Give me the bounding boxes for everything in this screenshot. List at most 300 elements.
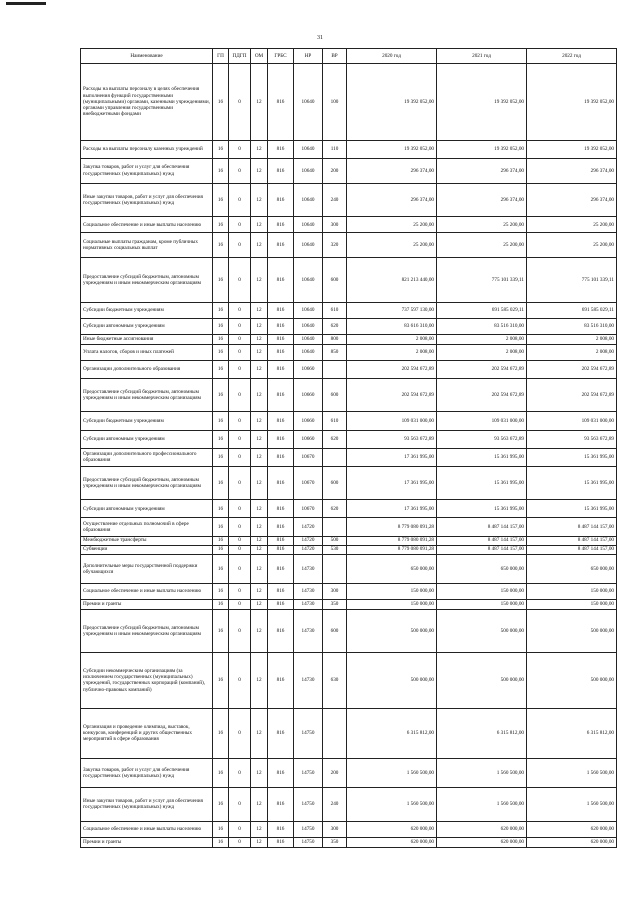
table-row [81, 448, 617, 466]
cell-name: Социальное обеспечение и иные выплаты населению [81, 821, 213, 837]
table-row [81, 344, 617, 360]
cell-vr: 300 [323, 583, 347, 599]
cell-2020: 17 361 995,00 [347, 466, 437, 500]
cell-gp: 16 [213, 609, 229, 652]
cell-nr: 10670 [294, 466, 323, 500]
cell-om: 12 [251, 599, 268, 609]
cell-nr: 10640 [294, 183, 323, 217]
cell-grbs: 816 [268, 430, 294, 448]
cell-2020: 1 560 500,00 [347, 758, 437, 787]
cell-2021: 109 031 000,00 [437, 412, 527, 430]
cell-vr: 500 [323, 536, 347, 545]
cell-grbs: 816 [268, 257, 294, 302]
cell-nr: 10660 [294, 430, 323, 448]
header-gp: ГП [213, 49, 229, 64]
table-row [81, 758, 617, 787]
cell-2021: 25 200,00 [437, 233, 527, 258]
cell-2021: 8 487 144 157,00 [437, 536, 527, 545]
cell-2020: 25 200,00 [347, 217, 437, 233]
cell-2022: 8 487 144 157,00 [527, 545, 617, 554]
cell-gp: 16 [213, 64, 229, 141]
cell-2022: 650 000,00 [527, 554, 617, 583]
header-2022: 2022 год [527, 49, 617, 64]
cell-gp: 16 [213, 837, 229, 847]
page-number: 31 [317, 35, 323, 41]
cell-om: 12 [251, 583, 268, 599]
cell-2022: 6 315 812,00 [527, 709, 617, 759]
cell-gp: 16 [213, 318, 229, 334]
cell-vr: 300 [323, 217, 347, 233]
cell-2021: 19 392 052,00 [437, 140, 527, 158]
cell-vr: 240 [323, 183, 347, 217]
cell-name: Субсидии автономным учреждениям [81, 430, 213, 448]
cell-gp: 16 [213, 518, 229, 536]
cell-gp: 16 [213, 758, 229, 787]
cell-gp: 16 [213, 821, 229, 837]
cell-grbs: 816 [268, 652, 294, 708]
cell-pdgp: 0 [229, 378, 251, 412]
cell-grbs: 816 [268, 554, 294, 583]
cell-nr: 14730 [294, 554, 323, 583]
cell-grbs: 816 [268, 344, 294, 360]
cell-nr: 14750 [294, 788, 323, 822]
cell-om: 12 [251, 652, 268, 708]
header-om: ОМ [251, 49, 268, 64]
cell-2020: 1 560 500,00 [347, 788, 437, 822]
table-row [81, 334, 617, 344]
cell-nr: 10670 [294, 500, 323, 518]
cell-nr: 10670 [294, 448, 323, 466]
cell-pdgp: 0 [229, 217, 251, 233]
cell-vr: 620 [323, 500, 347, 518]
cell-grbs: 816 [268, 518, 294, 536]
cell-vr: 350 [323, 837, 347, 847]
cell-vr: 200 [323, 158, 347, 183]
table-row [81, 233, 617, 258]
cell-nr: 14730 [294, 583, 323, 599]
cell-vr [323, 518, 347, 536]
cell-grbs: 816 [268, 583, 294, 599]
cell-om: 12 [251, 140, 268, 158]
cell-2021: 775 101 339,11 [437, 257, 527, 302]
table-row [81, 140, 617, 158]
cell-pdgp: 0 [229, 360, 251, 378]
cell-nr: 14750 [294, 821, 323, 837]
cell-2022: 8 487 144 157,00 [527, 518, 617, 536]
cell-gp: 16 [213, 233, 229, 258]
cell-2020: 6 315 812,00 [347, 709, 437, 759]
cell-2021: 15 361 995,00 [437, 500, 527, 518]
cell-pdgp: 0 [229, 257, 251, 302]
cell-vr [323, 709, 347, 759]
cell-name: Организации дополнительного образования [81, 360, 213, 378]
budget-table-container [80, 48, 616, 848]
cell-om: 12 [251, 500, 268, 518]
cell-2021: 8 487 144 157,00 [437, 518, 527, 536]
cell-grbs: 816 [268, 378, 294, 412]
cell-2022: 15 361 995,00 [527, 500, 617, 518]
cell-pdgp: 0 [229, 140, 251, 158]
cell-name: Субсидии автономным учреждениям [81, 318, 213, 334]
table-row [81, 217, 617, 233]
cell-2021: 2 008,00 [437, 334, 527, 344]
cell-pdgp: 0 [229, 599, 251, 609]
cell-grbs: 816 [268, 545, 294, 554]
cell-2021: 19 392 052,00 [437, 64, 527, 141]
cell-pdgp: 0 [229, 183, 251, 217]
cell-name: Субсидии бюджетным учреждениям [81, 303, 213, 319]
cell-name: Предоставление субсидий бюджетным, автономным учреждениям и иным некоммерческим организациям [81, 257, 213, 302]
cell-grbs: 816 [268, 217, 294, 233]
table-row [81, 554, 617, 583]
cell-pdgp: 0 [229, 821, 251, 837]
cell-pdgp: 0 [229, 536, 251, 545]
cell-gp: 16 [213, 652, 229, 708]
table-row [81, 318, 617, 334]
cell-nr: 10640 [294, 140, 323, 158]
cell-2021: 620 000,00 [437, 837, 527, 847]
cell-2022: 691 585 029,11 [527, 303, 617, 319]
cell-vr: 300 [323, 821, 347, 837]
cell-gp: 16 [213, 378, 229, 412]
cell-pdgp: 0 [229, 318, 251, 334]
cell-pdgp: 0 [229, 64, 251, 141]
cell-nr: 10640 [294, 303, 323, 319]
cell-name: Субсидии автономным учреждениям [81, 500, 213, 518]
cell-om: 12 [251, 821, 268, 837]
cell-2022: 83 516 310,00 [527, 318, 617, 334]
cell-nr: 10640 [294, 233, 323, 258]
cell-gp: 16 [213, 257, 229, 302]
cell-grbs: 816 [268, 536, 294, 545]
header-2021: 2021 год [437, 49, 527, 64]
cell-gp: 16 [213, 709, 229, 759]
cell-2021: 15 361 995,00 [437, 448, 527, 466]
cell-2020: 737 597 130,00 [347, 303, 437, 319]
table-row [81, 536, 617, 545]
cell-vr: 600 [323, 609, 347, 652]
cell-gp: 16 [213, 217, 229, 233]
cell-pdgp: 0 [229, 448, 251, 466]
cell-gp: 16 [213, 500, 229, 518]
cell-2022: 1 560 500,00 [527, 788, 617, 822]
cell-2022: 109 031 000,00 [527, 412, 617, 430]
cell-om: 12 [251, 837, 268, 847]
cell-pdgp: 0 [229, 837, 251, 847]
cell-2022: 25 200,00 [527, 233, 617, 258]
cell-gp: 16 [213, 412, 229, 430]
cell-grbs: 816 [268, 183, 294, 217]
cell-2020: 17 361 995,00 [347, 448, 437, 466]
cell-2020: 650 000,00 [347, 554, 437, 583]
cell-2020: 109 031 000,00 [347, 412, 437, 430]
cell-2021: 500 000,00 [437, 652, 527, 708]
cell-nr: 14730 [294, 609, 323, 652]
cell-nr: 14750 [294, 837, 323, 847]
cell-pdgp: 0 [229, 758, 251, 787]
cell-2020: 93 563 672,89 [347, 430, 437, 448]
cell-name: Премии и гранты [81, 599, 213, 609]
cell-2022: 500 000,00 [527, 609, 617, 652]
cell-2020: 620 000,00 [347, 837, 437, 847]
cell-om: 12 [251, 536, 268, 545]
cell-pdgp: 0 [229, 652, 251, 708]
cell-pdgp: 0 [229, 609, 251, 652]
cell-grbs: 816 [268, 140, 294, 158]
cell-2022: 620 000,00 [527, 837, 617, 847]
table-row [81, 652, 617, 708]
cell-nr: 14720 [294, 545, 323, 554]
cell-2022: 150 000,00 [527, 583, 617, 599]
cell-2022: 8 487 144 157,00 [527, 536, 617, 545]
cell-2020: 296 374,00 [347, 183, 437, 217]
cell-2021: 296 374,00 [437, 158, 527, 183]
table-row [81, 518, 617, 536]
cell-2020: 150 000,00 [347, 599, 437, 609]
scan-mark [6, 2, 46, 5]
cell-2021: 6 315 812,00 [437, 709, 527, 759]
cell-grbs: 816 [268, 609, 294, 652]
cell-2021: 620 000,00 [437, 821, 527, 837]
cell-2021: 650 000,00 [437, 554, 527, 583]
cell-2021: 1 560 500,00 [437, 788, 527, 822]
cell-name: Иные закупки товаров, работ и услуг для обеспечения государственных (муниципальных) нужд [81, 788, 213, 822]
table-row [81, 303, 617, 319]
cell-2021: 8 487 144 157,00 [437, 545, 527, 554]
cell-gp: 16 [213, 334, 229, 344]
cell-2020: 150 000,00 [347, 583, 437, 599]
cell-om: 12 [251, 303, 268, 319]
cell-2022: 2 008,00 [527, 334, 617, 344]
header-grbs: ГРБС [268, 49, 294, 64]
cell-2021: 202 594 672,89 [437, 378, 527, 412]
cell-2020: 83 616 310,00 [347, 318, 437, 334]
cell-vr: 600 [323, 466, 347, 500]
cell-grbs: 816 [268, 334, 294, 344]
cell-vr [323, 360, 347, 378]
cell-nr: 10660 [294, 412, 323, 430]
table-row [81, 609, 617, 652]
cell-2021: 500 000,00 [437, 609, 527, 652]
cell-name: Организация и проведение олимпиад, выставок, конкурсов, конференций и других общественных мероприятий в сфере образования [81, 709, 213, 759]
cell-name: Предоставление субсидий бюджетным, автономным учреждениям и иным некоммерческим организациям [81, 609, 213, 652]
cell-gp: 16 [213, 536, 229, 545]
cell-2021: 150 000,00 [437, 583, 527, 599]
cell-nr: 14750 [294, 709, 323, 759]
cell-2020: 8 779 080 091,28 [347, 536, 437, 545]
cell-om: 12 [251, 378, 268, 412]
cell-2020: 620 000,00 [347, 821, 437, 837]
cell-name: Осуществление отдельных полномочий в сфере образования [81, 518, 213, 536]
cell-om: 12 [251, 709, 268, 759]
cell-pdgp: 0 [229, 334, 251, 344]
cell-2020: 25 200,00 [347, 233, 437, 258]
cell-2021: 93 563 672,89 [437, 430, 527, 448]
cell-gp: 16 [213, 448, 229, 466]
cell-om: 12 [251, 518, 268, 536]
table-row [81, 183, 617, 217]
cell-2022: 15 361 995,00 [527, 448, 617, 466]
cell-nr: 10640 [294, 344, 323, 360]
cell-grbs: 816 [268, 318, 294, 334]
cell-om: 12 [251, 334, 268, 344]
cell-pdgp: 0 [229, 344, 251, 360]
cell-2020: 2 008,00 [347, 334, 437, 344]
cell-nr: 10640 [294, 158, 323, 183]
cell-om: 12 [251, 158, 268, 183]
table-row [81, 466, 617, 500]
cell-nr: 10640 [294, 217, 323, 233]
cell-nr: 10640 [294, 257, 323, 302]
cell-gp: 16 [213, 583, 229, 599]
cell-om: 12 [251, 545, 268, 554]
cell-vr: 100 [323, 64, 347, 141]
cell-2020: 821 213 440,00 [347, 257, 437, 302]
table-row [81, 412, 617, 430]
cell-vr: 850 [323, 344, 347, 360]
cell-name: Закупка товаров, работ и услуг для обеспечения государственных (муниципальных) нужд [81, 158, 213, 183]
cell-gp: 16 [213, 554, 229, 583]
table-row [81, 64, 617, 141]
cell-om: 12 [251, 318, 268, 334]
cell-gp: 16 [213, 158, 229, 183]
cell-grbs: 816 [268, 837, 294, 847]
cell-2021: 25 200,00 [437, 217, 527, 233]
cell-vr: 800 [323, 334, 347, 344]
cell-name: Дополнительные меры государственной поддержки обучающихся [81, 554, 213, 583]
cell-om: 12 [251, 183, 268, 217]
header-pdgp: ПДГП [229, 49, 251, 64]
cell-name: Расходы на выплаты персоналу казенных учреждений [81, 140, 213, 158]
cell-name: Субвенции [81, 545, 213, 554]
cell-pdgp: 0 [229, 554, 251, 583]
cell-grbs: 816 [268, 233, 294, 258]
table-row [81, 430, 617, 448]
cell-nr: 10660 [294, 378, 323, 412]
cell-2022: 500 000,00 [527, 652, 617, 708]
cell-om: 12 [251, 758, 268, 787]
cell-2022: 15 361 995,00 [527, 466, 617, 500]
cell-name: Иные бюджетные ассигнования [81, 334, 213, 344]
cell-2020: 500 000,00 [347, 609, 437, 652]
cell-2020: 8 779 080 091,28 [347, 518, 437, 536]
cell-2021: 202 594 672,89 [437, 360, 527, 378]
cell-2021: 2 008,00 [437, 344, 527, 360]
cell-om: 12 [251, 217, 268, 233]
cell-vr: 610 [323, 412, 347, 430]
cell-pdgp: 0 [229, 412, 251, 430]
cell-vr: 530 [323, 545, 347, 554]
table-row [81, 599, 617, 609]
cell-name: Субсидии бюджетным учреждениям [81, 412, 213, 430]
header-vr: ВР [323, 49, 347, 64]
cell-2022: 19 392 052,00 [527, 64, 617, 141]
cell-pdgp: 0 [229, 788, 251, 822]
cell-2020: 17 361 995,00 [347, 500, 437, 518]
cell-nr: 10640 [294, 334, 323, 344]
cell-2022: 296 374,00 [527, 183, 617, 217]
header-nr: НР [294, 49, 323, 64]
cell-name: Расходы на выплаты персоналу в целях обеспечения выполнения функций государственными (муниципальными) органами, казенными учреждениями, органами управления государственными внебюджетными фондами [81, 64, 213, 141]
cell-name: Закупка товаров, работ и услуг для обеспечения государственных (муниципальных) нужд [81, 758, 213, 787]
cell-2020: 500 000,00 [347, 652, 437, 708]
table-header-row [81, 49, 617, 64]
cell-2021: 691 585 029,11 [437, 303, 527, 319]
cell-om: 12 [251, 554, 268, 583]
cell-pdgp: 0 [229, 500, 251, 518]
cell-2022: 620 000,00 [527, 821, 617, 837]
cell-grbs: 816 [268, 758, 294, 787]
cell-pdgp: 0 [229, 583, 251, 599]
cell-2022: 150 000,00 [527, 599, 617, 609]
cell-2022: 202 594 672,89 [527, 378, 617, 412]
cell-nr: 14750 [294, 758, 323, 787]
cell-2022: 775 101 339,11 [527, 257, 617, 302]
cell-name: Иные закупки товаров, работ и услуг для обеспечения государственных (муниципальных) нужд [81, 183, 213, 217]
cell-nr: 14720 [294, 518, 323, 536]
table-row [81, 500, 617, 518]
cell-om: 12 [251, 233, 268, 258]
cell-grbs: 816 [268, 788, 294, 822]
cell-name: Организации дополнительного профессионального образования [81, 448, 213, 466]
cell-pdgp: 0 [229, 466, 251, 500]
cell-om: 12 [251, 257, 268, 302]
cell-name: Социальные выплаты гражданам, кроме публичных нормативных социальных выплат [81, 233, 213, 258]
cell-2020: 8 779 080 091,28 [347, 545, 437, 554]
cell-vr [323, 554, 347, 583]
table-row [81, 788, 617, 822]
cell-name: Межбюджетные трансферты [81, 536, 213, 545]
cell-om: 12 [251, 466, 268, 500]
cell-gp: 16 [213, 360, 229, 378]
cell-name: Уплата налогов, сборов и иных платежей [81, 344, 213, 360]
cell-vr: 620 [323, 318, 347, 334]
cell-pdgp: 0 [229, 709, 251, 759]
cell-2022: 1 560 500,00 [527, 758, 617, 787]
table-row [81, 821, 617, 837]
cell-2022: 2 008,00 [527, 344, 617, 360]
cell-vr: 600 [323, 257, 347, 302]
cell-nr: 14730 [294, 652, 323, 708]
cell-nr: 10640 [294, 64, 323, 141]
cell-om: 12 [251, 412, 268, 430]
table-row [81, 709, 617, 759]
cell-2020: 202 594 672,89 [347, 378, 437, 412]
cell-grbs: 816 [268, 821, 294, 837]
cell-vr: 200 [323, 758, 347, 787]
cell-name: Социальное обеспечение и иные выплаты населению [81, 217, 213, 233]
cell-grbs: 816 [268, 158, 294, 183]
table-row [81, 360, 617, 378]
header-2020: 2020 год [347, 49, 437, 64]
cell-om: 12 [251, 430, 268, 448]
cell-vr: 630 [323, 652, 347, 708]
cell-pdgp: 0 [229, 233, 251, 258]
cell-gp: 16 [213, 599, 229, 609]
table-row [81, 837, 617, 847]
cell-name: Субсидии некоммерческим организациям (за исключением государственных (муниципальных) учреждений, государственных корпораций (компаний), публично-правовых компаний) [81, 652, 213, 708]
cell-gp: 16 [213, 545, 229, 554]
cell-grbs: 816 [268, 64, 294, 141]
cell-grbs: 816 [268, 303, 294, 319]
cell-grbs: 816 [268, 500, 294, 518]
cell-om: 12 [251, 448, 268, 466]
cell-om: 12 [251, 788, 268, 822]
cell-vr: 350 [323, 599, 347, 609]
cell-pdgp: 0 [229, 303, 251, 319]
cell-2022: 296 374,00 [527, 158, 617, 183]
cell-vr: 610 [323, 303, 347, 319]
